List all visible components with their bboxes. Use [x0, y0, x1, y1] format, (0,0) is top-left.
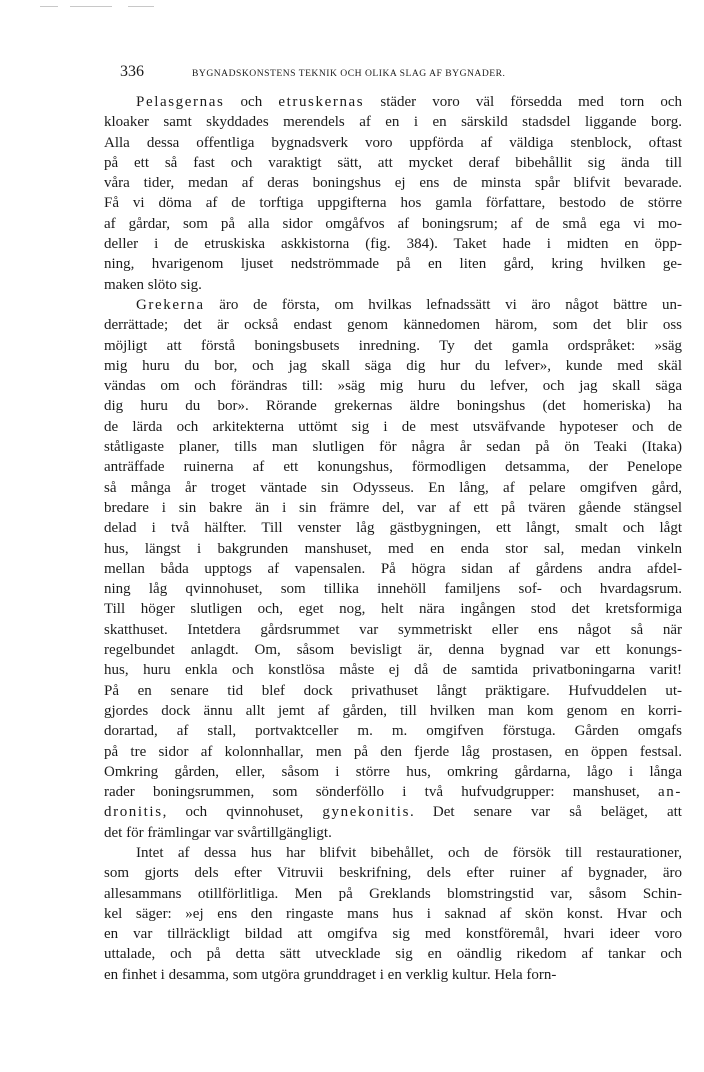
body-text: [104, 92, 682, 985]
text-run: som gjorts dels efter Vitruvii beskrifning, dels efter ruiner af bygnader, äro: [104, 865, 682, 882]
text-line: [104, 579, 682, 599]
text-run: rader boningsrummen, som sönderföllo i två hufvudgrupper: manshuset,: [104, 784, 659, 801]
text-line: [104, 214, 682, 234]
text-line: [104, 965, 682, 985]
text-run: gjordes dock ännu allt jemt af gården, till hvilken man kom genom en korri-: [104, 702, 682, 719]
text-line: [104, 498, 682, 518]
text-line: [104, 153, 682, 173]
text-line: [104, 599, 682, 619]
text-line: [104, 254, 682, 274]
text-run: Få vi döma af de torftiga uppgifterna hos gamla författare, bestodo de större: [104, 195, 682, 212]
text-run: möjligt att förstå boningsbusets inredning. Ty det gamla ordspråket: »säg: [104, 337, 682, 354]
text-run: mellan båda upptogs af vapensalen. På högra sidan af gårdens andra afdel-: [104, 560, 682, 577]
scan-artifact: [70, 6, 112, 7]
text-line: [104, 802, 682, 822]
spaced-term: an-: [658, 784, 682, 801]
paragraph: [104, 843, 682, 985]
text-line: [104, 417, 682, 437]
text-run: ståtligaste planer, tills man slutligen för några år sedan på ön Teaki (Itaka): [104, 439, 682, 456]
page-number: 336: [120, 63, 144, 80]
text-run: . Det senare var så beläget, att: [410, 804, 682, 821]
paragraph: [104, 92, 682, 295]
text-line: [104, 376, 682, 396]
text-run: städer voro väl försedda med torn och: [364, 94, 682, 110]
text-run: en var tillräckligt bildad att omgifva sig med konstföremål, hvari ideer voro: [104, 926, 682, 943]
text-run: det för främlingar var svårtillgängligt.: [104, 824, 332, 841]
text-run: på tre sidor af kolonnhallar, men på den fjerde låg prostasen, en öppen festsal.: [104, 743, 682, 760]
text-line: [104, 620, 682, 640]
spaced-term: etruskernas: [278, 94, 365, 110]
text-run: äro de första, om hvilkas lefnadssätt vi äro något bättre un-: [204, 296, 682, 313]
text-run: Till höger slutligen och, eget nog, helt nära ingången stod det kretsformiga: [104, 601, 682, 618]
text-line: [104, 234, 682, 254]
text-line: [104, 356, 682, 376]
text-line: [104, 173, 682, 193]
page-header: [120, 63, 590, 83]
text-line: [104, 742, 682, 762]
text-run: hus, huru enkla och konstlösa måste ej då de samtida privatboningarna varit!: [104, 662, 682, 679]
text-run: bredare i sin bakre än i sin främre del, var af ett på tvären gående stängsel: [104, 499, 682, 516]
text-run: mig huru du bor, och jag skall säga dig hur du lefver», kunde med skäl: [104, 357, 682, 374]
text-run: dig huru du bor». Rörande grekernas äldre boningshus (det homeriska) ha: [104, 398, 682, 415]
text-line: [104, 315, 682, 335]
text-line: [104, 478, 682, 498]
text-line: [104, 660, 682, 680]
text-line: [104, 275, 682, 295]
text-line: [104, 539, 682, 559]
text-line: [104, 133, 682, 153]
text-run: Intet af dessa hus har blifvit bibehållet, och de försök till restaurationer,: [136, 844, 682, 861]
text-line: [104, 843, 682, 863]
spaced-term: Pelasgernas: [136, 94, 225, 110]
text-line: [104, 92, 682, 112]
text-run: hus, längst i bakgrunden manshuset, med en enda stor sal, medan vinkeln: [104, 540, 682, 557]
text-line: [104, 518, 682, 538]
text-run: delad i två hälfter. Till venster låg gästbygningen, ett långt, smalt och lågt: [104, 520, 682, 537]
scan-artifact: [40, 6, 58, 7]
spaced-term: dronitis: [104, 804, 163, 821]
text-line: [104, 904, 682, 924]
text-run: och: [224, 94, 279, 110]
text-line: [104, 823, 682, 843]
text-run: de lärda och arkitekterna uttömt sig i de mest utsväfvande hypoteser och de: [104, 418, 682, 435]
text-run: af gårdar, som på alla sidor omgåfvos af boningsrum; af de små ega vi mo-: [104, 215, 682, 232]
text-run: deller i de etruskiska askkistorna (fig. 384). Taket hade i midten en öpp-: [104, 236, 682, 253]
text-run: så många år troget väntade sin Odysseus. En lång, af pelare omgifven gård,: [104, 479, 682, 496]
text-run: På en senare tid blef dock privathuset långt präktigare. Hufvuddelen ut-: [104, 682, 682, 699]
text-line: [104, 681, 682, 701]
text-run: regelbundet anlagdt. Om, såsom bevisligt är, denna bygnad var ett konungs-: [104, 642, 682, 659]
spaced-term: gynekonitis: [322, 804, 411, 821]
text-run: vändas om och förändras till: »säg mig huru du lefver, och jag skall säga: [104, 378, 682, 395]
text-line: [104, 193, 682, 213]
text-line: [104, 863, 682, 883]
text-run: dorartad, af stall, portvaktceller m. m. omgifven förstuga. Gården omgafs: [104, 723, 682, 740]
running-title: BYGNADSKONSTENS TEKNIK OCH OLIKA SLAG AF BYGNADER.: [192, 68, 506, 79]
text-run: maken slöto sig.: [104, 276, 202, 293]
scan-artifact: [128, 6, 154, 7]
text-run: derrättade; det är också endast genom kännedomen härom, som det blir oss: [104, 317, 682, 334]
text-run: uttalade, och på detta sätt utvecklade sig en oändlig rikedom af tankar och: [104, 946, 682, 963]
text-line: [104, 762, 682, 782]
text-run: ning, hvarigenom ljuset nedströmmade på en liten gård, kring hvilken ge-: [104, 256, 682, 273]
text-run: Omkring gården, eller, såsom i större hus, omkring gårdarna, lågo i långa: [104, 763, 682, 780]
text-line: [104, 884, 682, 904]
text-line: [104, 457, 682, 477]
text-run: på ett så fast och varaktigt sätt, att mycket deraf bibehållit sig ända till: [104, 154, 682, 171]
text-run: allesammans otillförlitliga. Men på Greklands blomstringstid var, såsom Schin-: [104, 885, 682, 902]
text-line: [104, 437, 682, 457]
text-line: [104, 559, 682, 579]
text-run: en finhet i desamma, som utgöra grunddraget i en verklig kultur. Hela forn-: [104, 966, 557, 983]
text-run: Alla dessa offentliga bygnadsverk voro uppförda af väldiga stenblock, oftast: [104, 134, 682, 151]
text-line: [104, 295, 682, 315]
text-run: våra tider, medan af deras boningshus ej ens de minsta spår blifvit bevarade.: [104, 175, 682, 192]
text-run: ning låg qvinnohuset, som tillika innehöll familjens sof- och hvardagsrum.: [104, 581, 682, 598]
text-line: [104, 640, 682, 660]
text-run: kloaker samt skyddades merendels af en i en särskild stadsdel liggande borg.: [104, 114, 682, 131]
text-run: , och qvinnohuset,: [162, 804, 323, 821]
text-line: [104, 396, 682, 416]
text-line: [104, 112, 682, 132]
spaced-term: Grekerna: [136, 296, 205, 313]
text-line: [104, 336, 682, 356]
text-line: [104, 721, 682, 741]
paragraph: [104, 295, 682, 843]
text-line: [104, 924, 682, 944]
text-run: kel säger: »ej ens den ringaste mans hus i saknad af skön konst. Hvar och: [104, 905, 682, 922]
text-run: skatthuset. Intetdera gårdsrummet var symmetriskt eller ens något så när: [104, 621, 682, 638]
text-line: [104, 782, 682, 802]
text-line: [104, 701, 682, 721]
text-run: anträffade ruinerna af ett konungshus, förmodligen detsamma, der Penelope: [104, 459, 682, 476]
text-line: [104, 944, 682, 964]
